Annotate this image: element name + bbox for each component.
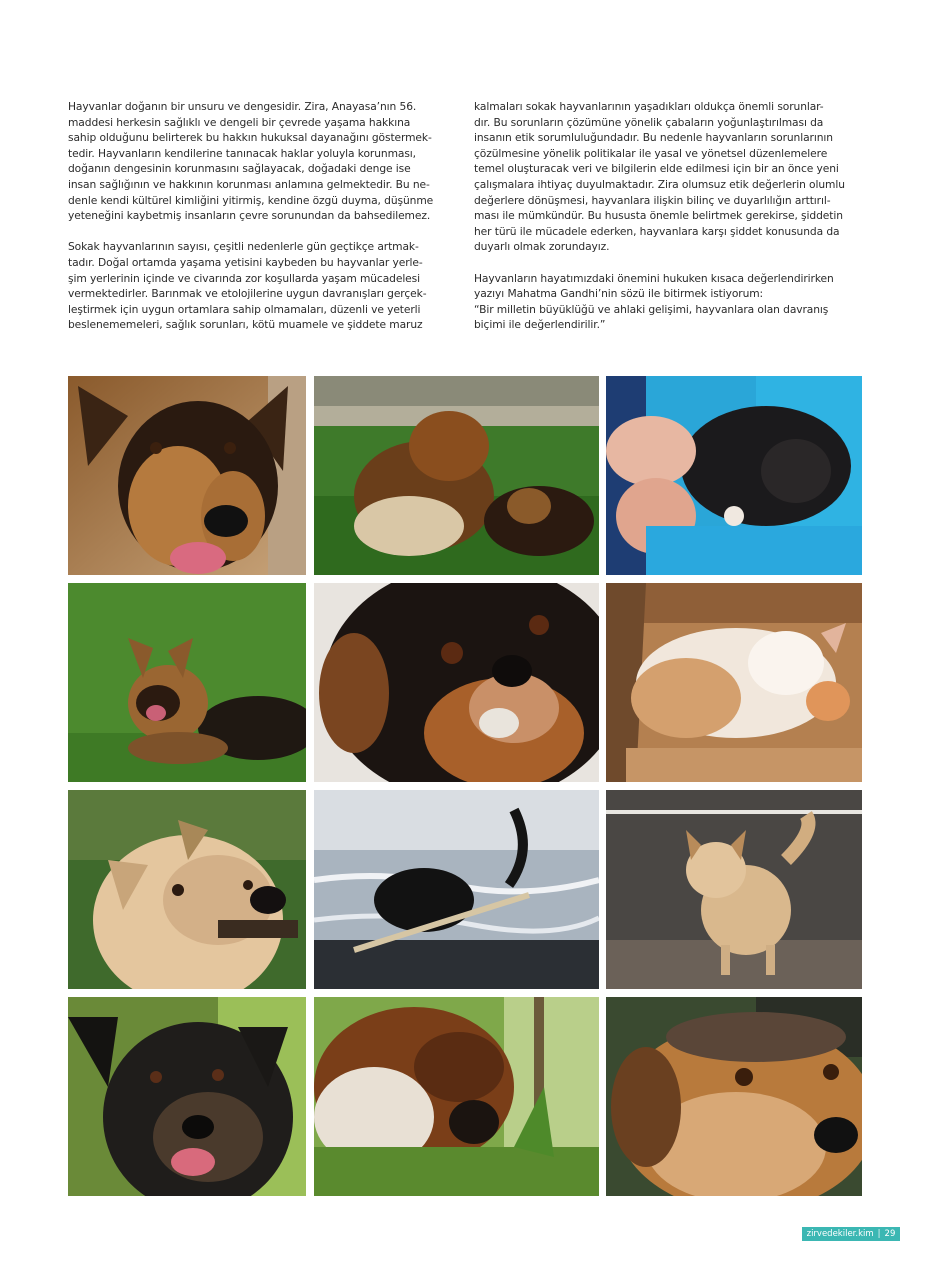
paragraph: Sokak hayvanlarının sayısı, çeşitli nedenlerle gün geçtikçe artmak- tadır. Doğal ortamda yaşama yetisini kaybeden bu hayvanlar yerle- şim yerlerinin içinde ve civarında zor koşullarda yaşam mücadelesi vermektedirler. Barınmak ve etolojilerine uygun davranışları gerçek- leştirmek için uygun ortamlara sahip olmamaları, düzenli ve yeterli beslenememeleri, sağlık sorunları, kötü muamele ve şiddete maruz: [68, 240, 427, 332]
right-text-column: [474, 99, 854, 349]
photo-spaniel-closeup: [314, 583, 599, 782]
paragraph: kalmaları sokak hayvanlarının yaşadıkları oldukça önemli sorunlar- dır. Bu sorunların çözümüne yönelik çabaların yoğunlaştırılması da insanın etik sorumluluğundadır. Bu nedenle hayvanların sorunlarının çözülmesine yönelik politikalar ile yasal ve yönetsel düzenlemelere temel oluşturacak veri ve bilgilerin elde edilmesi için bir an önce yeni çalışmalara ihtiyaç duyulmaktadır. Zira olumsuz etik değerlerin olumlu değerlere dönüşmesi, hayvanlara ilişkin bilinç ve duyarlılığın arttırıl- ması ile mümkündür. Bu hususta önemle belirtmek gerekirse, şiddetin her türü ile mücadele ederken, hayvanlara karşı şiddet konusunda da duyarlı olmak zorundayız.: [474, 100, 845, 254]
photo-tan-dog-portrait: [68, 790, 306, 989]
page-number: 29: [884, 1229, 896, 1239]
left-text-column: [68, 99, 448, 349]
paragraph: Hayvanların hayatımızdaki önemini hukuken kısaca değerlendirirken yazıyı Mahatma Gandhi’nin sözü ile bitirmek istiyorum: “Bir milletin büyüklüğü ve ahlaki gelişimi, hayvanlara olan davranış biçimi ile değerlendirilir.”: [474, 271, 834, 332]
photo-dog-swimming-stick: [314, 790, 599, 989]
photo-dog-sniffing-plants: [314, 997, 599, 1196]
photo-shepherd-lying-grass: [68, 583, 306, 782]
photo-dogs-on-grass: [314, 376, 599, 575]
paragraph: Hayvanlar doğanın bir unsuru ve dengesidir. Zira, Anayasa’nın 56. maddesi herkesin sağlıklı ve dengeli bir çevrede yaşama hakkına sahip olduğunu belirterek bu hakkın hukuksal dayanağını göstermek- tedir. Hayvanların kendilerine tanınacak haklar yoluyla korunması, doğanın dengesinin korunmasını sağlayacak, doğadaki denge ise insan sağlığının ve hakkının korunması anlamına gelmektedir. Bu ne- denle kendi kültürel kimliğini yitirmiş, kendine özgü duyma, düşünme yeteneğini kaybetmiş insanların çevre sorunundan da bahsedilemez.: [68, 100, 434, 223]
photo-black-wirehaired-dog: [68, 997, 306, 1196]
page-footer: [802, 1227, 900, 1241]
photo-puppy-in-hands: [606, 376, 862, 575]
footer-site: zirvedekiler.kim: [806, 1229, 874, 1239]
photo-small-terrier-road: [606, 790, 862, 989]
photo-brown-dog-closeup: [606, 997, 862, 1196]
photo-german-shepherd-face: [68, 376, 306, 575]
photo-dog-in-box: [606, 583, 862, 782]
footer-separator: |: [877, 1229, 881, 1239]
